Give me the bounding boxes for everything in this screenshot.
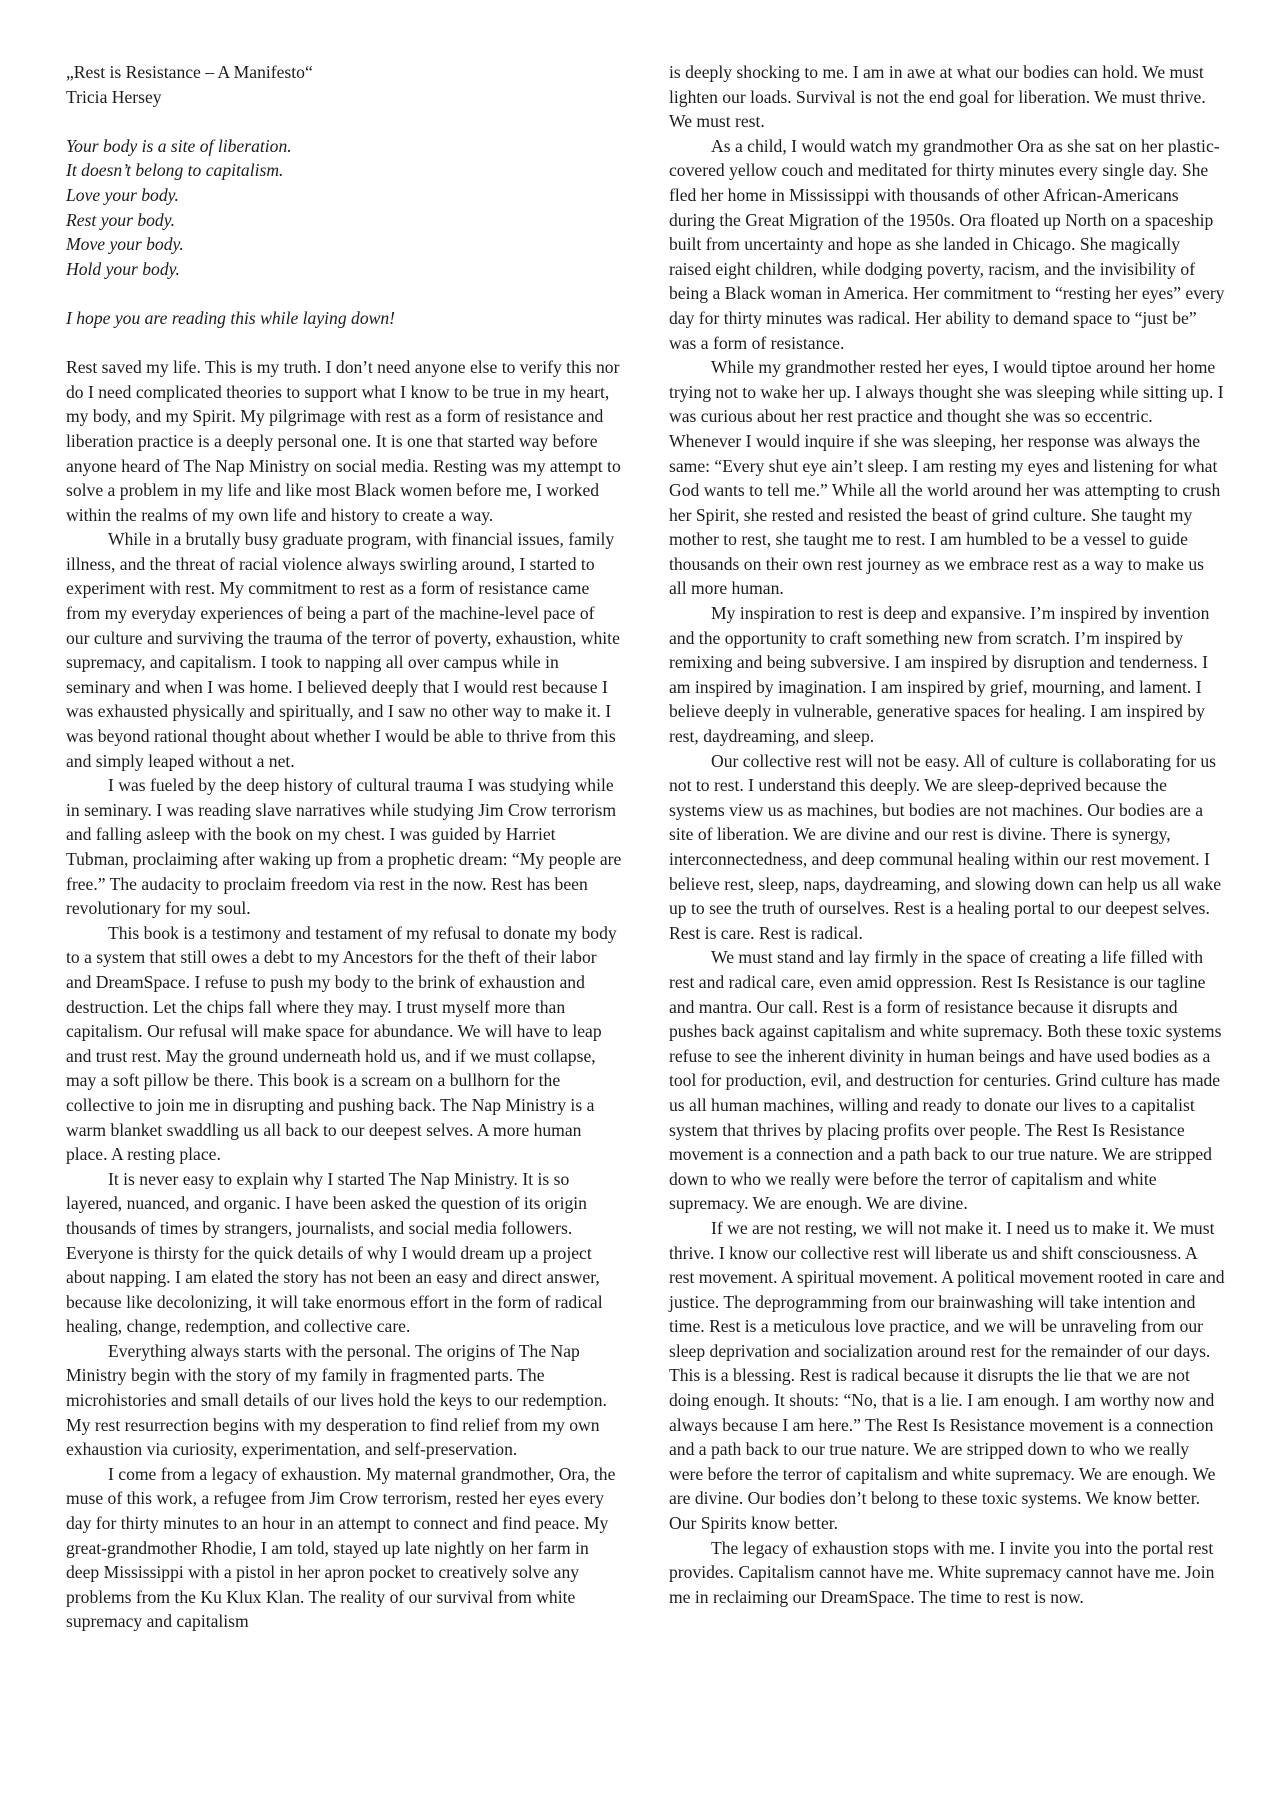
poem-line: Rest your body.: [66, 209, 175, 230]
body-paragraph: This book is a testimony and testament of my refusal to donate my body to a system that still owes a debt to my Ancestors for the theft of their labor and DreamSpace. I refuse to push my body to the brink of exhaustion and destruction. Let the chips fall where they may. I trust myself more than capitalism. Our refusal will make space for abundance. We will have to leap and trust rest. May the ground underneath hold us, and if we must collapse, may a soft pillow be there. This book is a scream on a bullhorn for the collective to join me in disrupting and pushing back. The Nap Ministry is a warm blanket swaddling us all back to our deepest selves. A more human place. A resting place.: [66, 922, 617, 1165]
body-paragraph: If we are not resting, we will not make it. I need us to make it. We must thrive. I know our collective rest will liberate us and shift consciousness. A rest movement. A spiritual movement. A political movement rooted in care and justice. The deprogramming from our brainwashing will take intention and time. Rest is a meticulous love practice, and we will be unraveling from our sleep deprivation and socialization around rest for the remainder of our days. This is a blessing. Rest is radical because it disrupts the lie that we are not doing enough. It shouts: “No, that is a lie. I am enough. I am worthy now and always because I am here.” The Rest Is Resistance movement is a connection and a path back to our true nature. We are stripped down to who we really were before the terror of capitalism and white supremacy. We are enough. We are divine. Our bodies don’t belong to these toxic systems. We know better. Our Spirits know better.: [669, 1217, 1225, 1534]
body-paragraph: I was fueled by the deep history of cultural trauma I was studying while in seminary. I was reading slave narratives while studying Jim Crow terrorism and falling asleep with the book on my chest. I was guided by Harriet Tubman, proclaiming after waking up from a prophetic dream: “My people are free.” The audacity to proclaim freedom via rest in the now. Rest has been revolutionary for my soul.: [66, 775, 622, 919]
body-paragraph: As a child, I would watch my grandmother Ora as she sat on her plastic-covered yellow couch and meditated for thirty minutes every single day. She fled her home in Mississippi with thousands of other African-Americans during the Great Migration of the 1950s. Ora floated up North on a spaceship built from uncertainty and hope as she landed in Chicago. She magically raised eight children, while dodging poverty, racism, and the invisibility of being a Black woman in America. Her commitment to “resting her eyes” every day for thirty minutes was radical. Her ability to demand space to “just be” was a form of resistance.: [669, 135, 1225, 353]
poem-line: It doesn’t belong to capitalism.: [66, 160, 284, 181]
poem-line: Move your body.: [66, 234, 184, 255]
body-paragraph: Our collective rest will not be easy. All of culture is collaborating for us not to rest. I understand this deeply. We are sleep-deprived because the systems view us as machines, but bodies are not machines. Our bodies are a site of liberation. We are divine and our rest is divine. There is synergy, interconnectedness, and deep communal healing within our rest movement. I believe rest, sleep, naps, daydreaming, and slowing down can help us all wake up to see the truth of ourselves. Rest is a healing portal to our deepest selves. Rest is care. Rest is radical.: [669, 750, 1222, 943]
poem-line: Love your body.: [66, 184, 179, 205]
body-paragraph: It is never easy to explain why I started The Nap Ministry. It is so layered, nuanced, and organic. I have been asked the question of its origin thousands of times by strangers, journalists, and social media followers. Everyone is thirsty for the quick details of why I would dream up a project about napping. I am elated the story has not been an easy and direct answer, because like decolonizing, it will take enormous effort in the form of radical healing, change, redemption, and collective care.: [66, 1168, 603, 1337]
body-paragraph: While my grandmother rested her eyes, I would tiptoe around her home trying not to wake her up. I always thought she was sleeping while sitting up. I was curious about her rest practice and thought she was so eccentric. Whenever I would inquire if she was sleeping, her response was always the same: “Every shut eye ain’t sleep. I am resting my eyes and listening for what God wants to tell me.” While all the world around her was attempting to crush her Spirit, she rested and resisted the beast of grind culture. She taught my mother to rest, she taught me to rest. I am humbled to be a vessel to guide thousands on their own rest journey as we embrace rest as a way to make us all more human.: [669, 357, 1224, 599]
poem-line: Hold your body.: [66, 258, 180, 279]
body-paragraph: My inspiration to rest is deep and expansive. I’m inspired by invention and the opportunity to craft something new from scratch. I’m inspired by remixing and being subversive. I am inspired by disruption and tenderness. I am inspired by imagination. I am inspired by grief, mourning, and lament. I believe deeply in vulnerable, generative spaces for healing. I am inspired by rest, daydreaming, and sleep.: [669, 603, 1210, 747]
document-title: „Rest is Resistance – A Manifesto“: [66, 62, 313, 82]
right-column: [669, 60, 1225, 1609]
body-paragraph: We must stand and lay firmly in the space of creating a life filled with rest and radical care, even amid oppression. Rest Is Resistance is our tagline and mantra. Our call. Rest is a form of resistance because it disrupts and pushes back against capitalism and white supremacy. Both these toxic systems refuse to see the inherent divinity in human beings and have used bodies as a tool for production, evil, and destruction for centuries. Grind culture has made us all human machines, willing and ready to donate our lives to a capitalist system that thrives by placing profits over people. The Rest Is Resistance movement is a connection and a path back to our true nature. We are stripped down to who we really were before the terror of capitalism and white supremacy. We are enough. We are divine.: [669, 947, 1222, 1214]
body-paragraph: is deeply shocking to me. I am in awe at what our bodies can hold. We must lighten our loads. Survival is not the end goal for liberation. We must thrive. We must rest.: [669, 62, 1206, 132]
opening-poem: [66, 134, 622, 282]
hope-line: I hope you are reading this while laying down!: [66, 307, 396, 328]
body-paragraph: While in a brutally busy graduate program, with financial issues, family illness, and the threat of racial violence always swirling around, I started to experiment with rest. My commitment to rest as a form of resistance came from my everyday experiences of being a part of the machine-level pace of our culture and surviving the trauma of the terror of poverty, exhaustion, white supremacy, and capitalism. I took to napping all over campus while in seminary and when I was home. I believed deeply that I would rest because I was exhausted physically and spiritually, and I saw no other way to make it. I was beyond rational thought about whether I would be able to thrive from this and simply leaped without a net.: [66, 529, 620, 771]
body-paragraph: Rest saved my life. This is my truth. I don’t need anyone else to verify this nor do I need complicated theories to support what I know to be true in my heart, my body, and my Spirit. My pilgrimage with rest as a form of resistance and liberation practice is a deeply personal one. It is one that started way before anyone heard of The Nap Ministry on social media. Resting was my attempt to solve a problem in my life and like most Black women before me, I worked within the realms of my own life and history to create a way.: [66, 357, 621, 525]
document-author: Tricia Hersey: [66, 86, 162, 107]
body-paragraph: I come from a legacy of exhaustion. My maternal grandmother, Ora, the muse of this work, a refugee from Jim Crow terrorism, rested her eyes every day for thirty minutes to an hour in an attempt to connect and find peace. My great-grandmother Rhodie, I am told, stayed up late nightly on her farm in deep Mississippi with a pistol in her apron pocket to creatively solve any problems from the Ku Klux Klan. The reality of our survival from white supremacy and capitalism: [66, 1463, 616, 1632]
poem-line: Your body is a site of liberation.: [66, 135, 292, 156]
left-column: [66, 60, 622, 1634]
body-paragraph: Everything always starts with the personal. The origins of The Nap Ministry begin with the story of my family in fragmented parts. The microhistories and small details of our lives hold the keys to our redemption. My rest resurrection begins with my desperation to find relief from my own exhaustion via curiosity, experimentation, and self-preservation.: [66, 1340, 607, 1460]
body-paragraph: The legacy of exhaustion stops with me. I invite you into the portal rest provides. Capitalism cannot have me. White supremacy cannot have me. Join me in reclaiming our DreamSpace. The time to rest is now.: [669, 1537, 1215, 1607]
